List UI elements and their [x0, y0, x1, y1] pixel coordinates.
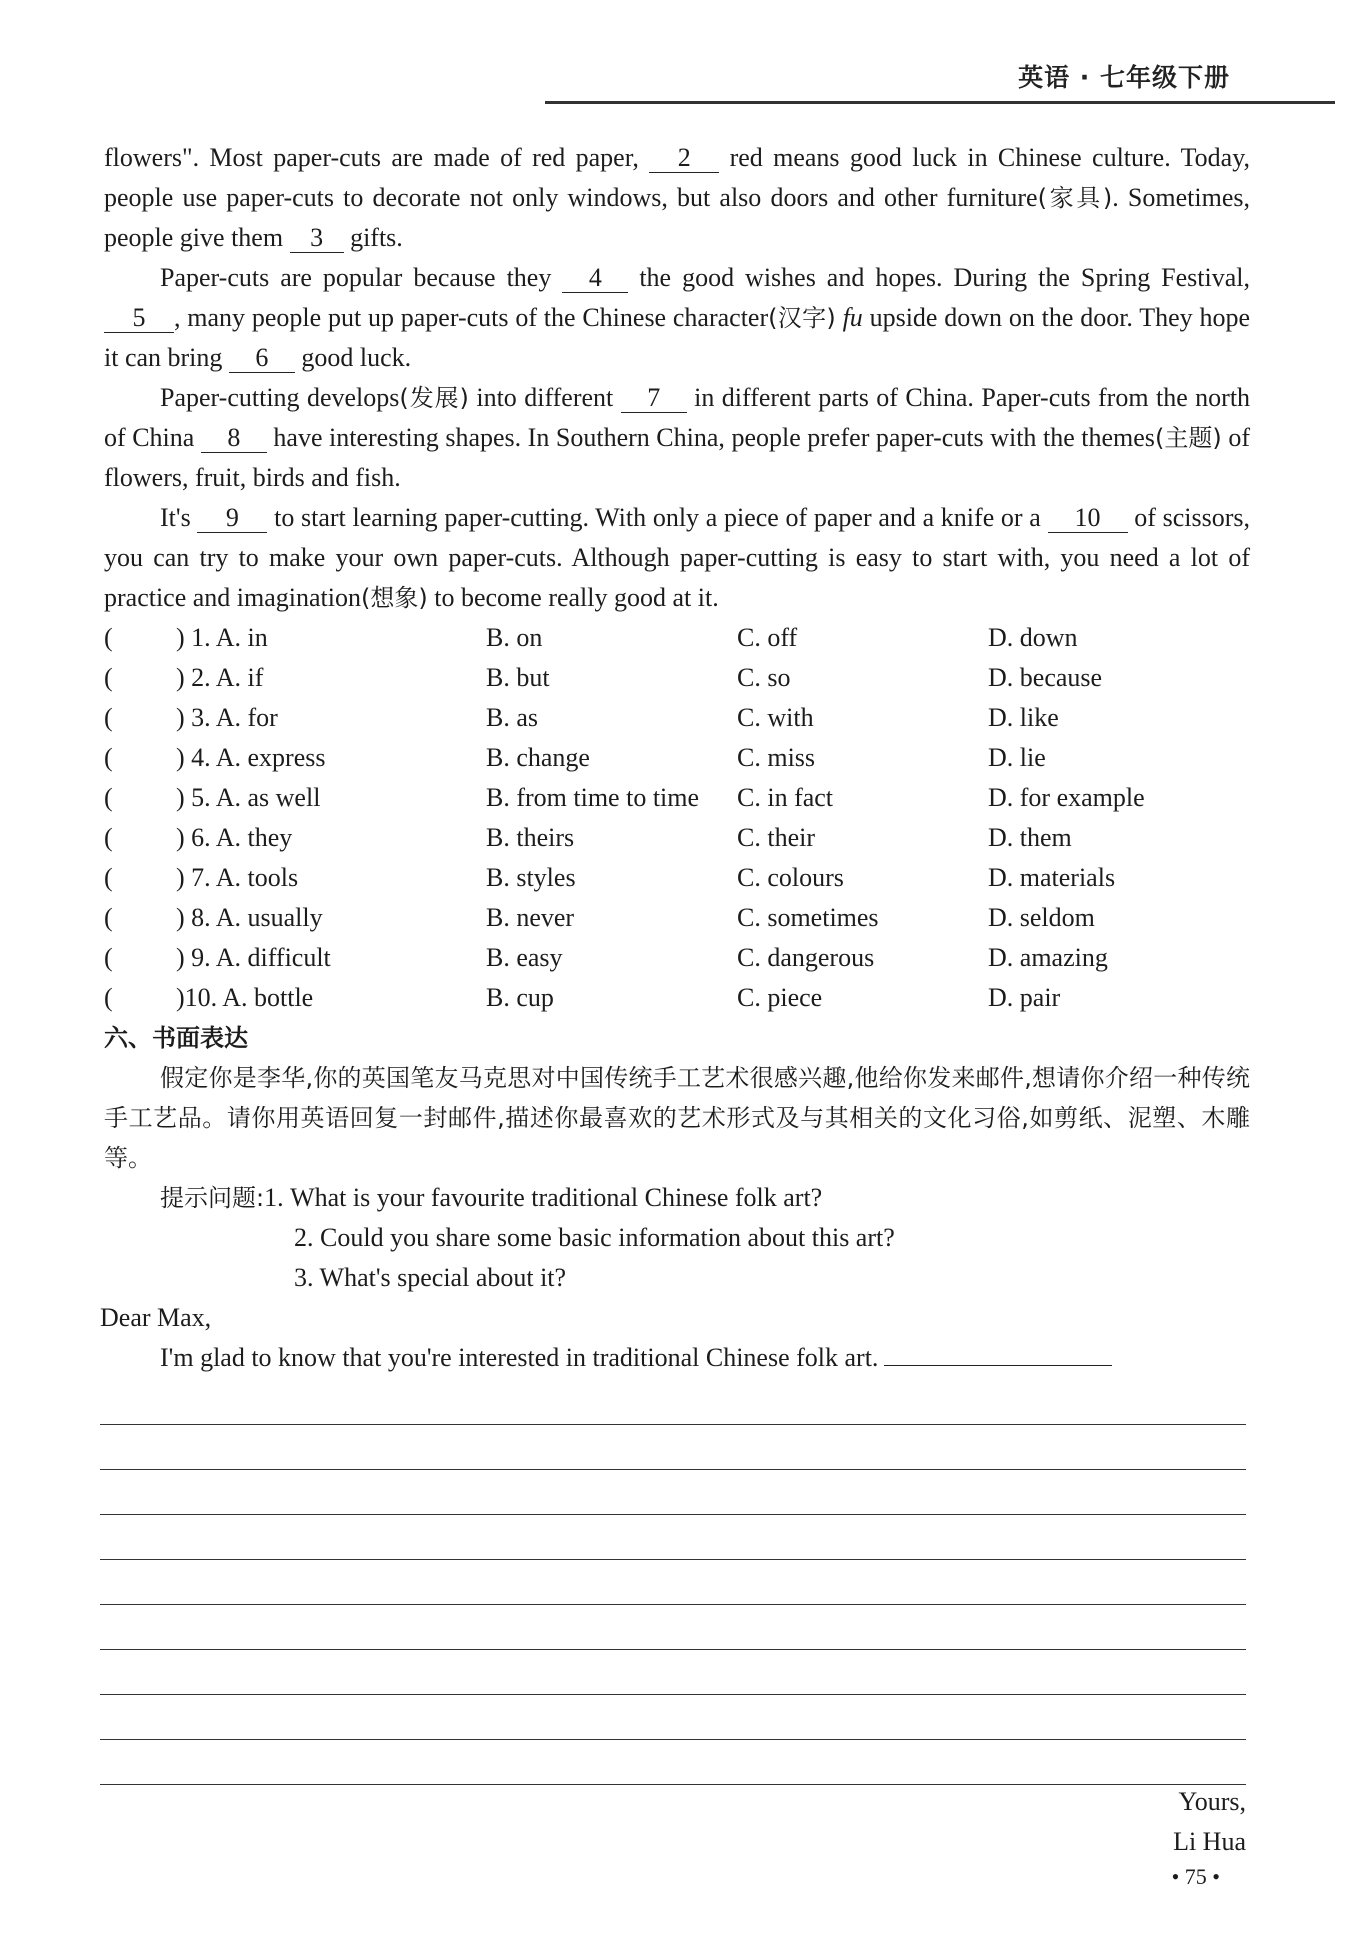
text: into different — [476, 383, 614, 412]
chinese-gloss: (汉字) — [768, 304, 836, 332]
text: red means good luck in Chinese culture. Today, people use paper-cuts to decorate not only windows, but also doors and other furniture — [104, 143, 1251, 212]
option-row — [104, 618, 1250, 658]
letter-opening — [104, 1338, 1250, 1378]
passage-paragraph-3 — [104, 378, 1250, 498]
text: to start learning paper-cutting. With only a piece of paper and a knife or a — [274, 503, 1041, 532]
writing-line[interactable] — [100, 1425, 1246, 1470]
blank-5[interactable]: 5 — [104, 304, 174, 333]
passage-paragraph-4 — [104, 498, 1250, 618]
option-row — [104, 698, 1250, 738]
writing-line[interactable] — [100, 1380, 1246, 1425]
answer-options — [104, 618, 1250, 1018]
signature: Li Hua — [1173, 1827, 1246, 1856]
option-a[interactable]: ) 7. A. tools — [176, 863, 299, 892]
text: Paper-cutting develops — [160, 383, 400, 412]
text: , many people put up paper-cuts of the Chinese character — [174, 303, 769, 332]
option-c[interactable]: C. off — [737, 623, 798, 652]
hint-text: 1. What is your favourite traditional Chinese folk art? — [264, 1183, 823, 1212]
blank-10[interactable]: 10 — [1048, 504, 1128, 533]
text: of flowers, fruit, birds and fish. — [104, 423, 1251, 492]
option-row — [104, 858, 1250, 898]
blank-8[interactable]: 8 — [201, 424, 267, 453]
text: gifts. — [350, 223, 403, 252]
option-d[interactable]: D. pair — [988, 983, 1061, 1012]
answer-paren[interactable]: ( — [104, 983, 113, 1012]
hint-question-2: 2. Could you share some basic information about this art? — [294, 1223, 895, 1252]
answer-paren[interactable]: ( — [104, 623, 113, 652]
writing-line[interactable] — [100, 1470, 1246, 1515]
letter-closing — [1173, 1782, 1246, 1862]
option-a[interactable]: ) 8. A. usually — [176, 903, 323, 932]
writing-line[interactable] — [100, 1560, 1246, 1605]
blank-3[interactable]: 3 — [290, 224, 344, 253]
text: of scissors, you can try to make your own paper-cuts. Although paper-cutting is easy to start with, you need a lot of practice and imagination — [104, 503, 1251, 612]
option-d[interactable]: D. down — [988, 623, 1078, 652]
closing-word: Yours, — [1178, 1787, 1246, 1816]
option-b[interactable]: B. but — [486, 663, 550, 692]
blank-2[interactable]: 2 — [649, 144, 719, 173]
answer-paren[interactable]: ( — [104, 943, 113, 972]
option-a[interactable]: ) 6. A. they — [176, 823, 293, 852]
blank-6[interactable]: 6 — [229, 344, 295, 373]
option-row — [104, 738, 1250, 778]
option-b[interactable]: B. never — [486, 903, 575, 932]
writing-area[interactable] — [100, 1380, 1246, 1785]
chinese-gloss: (主题) — [1154, 424, 1222, 452]
hint-label: 提示问题: — [160, 1184, 265, 1212]
option-a[interactable]: ) 5. A. as well — [176, 783, 321, 812]
answer-paren[interactable]: ( — [104, 783, 113, 812]
option-d[interactable]: D. for example — [988, 783, 1145, 812]
writing-line[interactable] — [100, 1605, 1246, 1650]
blank-7[interactable]: 7 — [621, 384, 687, 413]
writing-line[interactable] — [100, 1650, 1246, 1695]
writing-line[interactable] — [100, 1515, 1246, 1560]
option-b[interactable]: B. styles — [486, 863, 576, 892]
answer-paren[interactable]: ( — [104, 903, 113, 932]
blank-9[interactable]: 9 — [197, 504, 267, 533]
text: in different parts of China. Paper-cuts from the north of China — [104, 383, 1251, 452]
option-row — [104, 818, 1250, 858]
option-c[interactable]: C. in fact — [737, 783, 834, 812]
option-a[interactable]: ) 2. A. if — [176, 663, 264, 692]
option-b[interactable]: B. from time to time — [486, 783, 700, 812]
option-row — [104, 898, 1250, 938]
option-row — [104, 938, 1250, 978]
chinese-gloss: (家具) — [1037, 184, 1113, 212]
section-title: 六、书面表达 — [104, 1024, 248, 1052]
answer-paren[interactable]: ( — [104, 863, 113, 892]
option-a[interactable]: ) 3. A. for — [176, 703, 278, 732]
chinese-gloss: (想象) — [361, 584, 428, 612]
page-number: • 75 • — [1171, 1864, 1220, 1889]
answer-paren[interactable]: ( — [104, 823, 113, 852]
text: to become really good at it. — [434, 583, 719, 612]
option-d[interactable]: D. materials — [988, 863, 1116, 892]
option-b[interactable]: B. theirs — [486, 823, 575, 852]
header-title: 英语 · 七年级下册 — [1018, 63, 1230, 92]
option-row — [104, 658, 1250, 698]
option-d[interactable]: D. seldom — [988, 903, 1095, 932]
page-header — [0, 0, 1350, 110]
writing-line[interactable] — [100, 1740, 1246, 1785]
text: It's — [160, 503, 191, 532]
letter-greeting: Dear Max, — [100, 1303, 212, 1332]
text: Paper-cuts are popular because they — [160, 263, 552, 292]
option-d[interactable]: D. because — [988, 663, 1103, 692]
text: flowers". Most paper-cuts are made of red paper, — [104, 143, 639, 172]
passage-paragraph-2 — [104, 258, 1250, 378]
option-c[interactable]: C. with — [737, 703, 814, 732]
writing-line[interactable] — [100, 1695, 1246, 1740]
option-c[interactable]: C. miss — [737, 743, 816, 772]
hint-question-1 — [104, 1178, 1250, 1218]
text: the good wishes and hopes. During the Spring Festival, — [639, 263, 1251, 292]
italic-term: fu — [842, 303, 863, 332]
main-content — [100, 138, 1251, 1378]
option-row — [104, 778, 1250, 818]
option-c[interactable]: C. sometimes — [737, 903, 879, 932]
option-c[interactable]: C. their — [737, 823, 815, 852]
text: have interesting shapes. In Southern China, people prefer paper-cuts with the themes — [273, 423, 1155, 452]
blank-4[interactable]: 4 — [562, 264, 628, 293]
option-a[interactable]: ) 9. A. difficult — [176, 943, 331, 972]
passage-paragraph-1 — [104, 138, 1250, 258]
option-b[interactable]: B. on — [486, 623, 543, 652]
chinese-gloss: (发展) — [399, 384, 469, 412]
text: good luck. — [301, 343, 412, 372]
option-c[interactable]: C. colours — [737, 863, 844, 892]
answer-paren[interactable]: ( — [104, 663, 113, 692]
option-a[interactable]: ) 1. A. in — [176, 623, 268, 652]
option-d[interactable]: D. them — [988, 823, 1072, 852]
text: . Sometimes, people give them — [104, 183, 1250, 252]
option-d[interactable]: D. amazing — [988, 943, 1108, 972]
option-b[interactable]: B. change — [486, 743, 590, 772]
answer-paren[interactable]: ( — [104, 743, 113, 772]
option-c[interactable]: C. so — [737, 663, 791, 692]
option-b[interactable]: B. easy — [486, 943, 563, 972]
option-d[interactable]: D. lie — [988, 743, 1046, 772]
text: upside down on the door. They hope it can bring — [104, 303, 1251, 372]
header-rule — [545, 101, 1335, 104]
opening-text: I'm glad to know that you're interested in traditional Chinese folk art. — [160, 1343, 879, 1372]
option-b[interactable]: B. cup — [486, 983, 554, 1012]
option-c[interactable]: C. dangerous — [737, 943, 875, 972]
option-c[interactable]: C. piece — [737, 983, 823, 1012]
option-b[interactable]: B. as — [486, 703, 538, 732]
option-row — [104, 978, 1250, 1018]
option-a[interactable]: )10. A. bottle — [176, 983, 314, 1012]
hint-question-3: 3. What's special about it? — [294, 1263, 567, 1292]
option-a[interactable]: ) 4. A. express — [176, 743, 326, 772]
writing-blank[interactable] — [884, 1339, 1112, 1366]
writing-prompt: 假定你是李华,你的英国笔友马克思对中国传统手工艺术很感兴趣,他给你发来邮件,想请你介绍一种传统手工艺品。请你用英语回复一封邮件,描述你最喜欢的艺术形式及与其相关的文化习俗,如剪纸、泥塑、木雕等。 — [104, 1064, 1250, 1172]
answer-paren[interactable]: ( — [104, 703, 113, 732]
option-d[interactable]: D. like — [988, 703, 1059, 732]
